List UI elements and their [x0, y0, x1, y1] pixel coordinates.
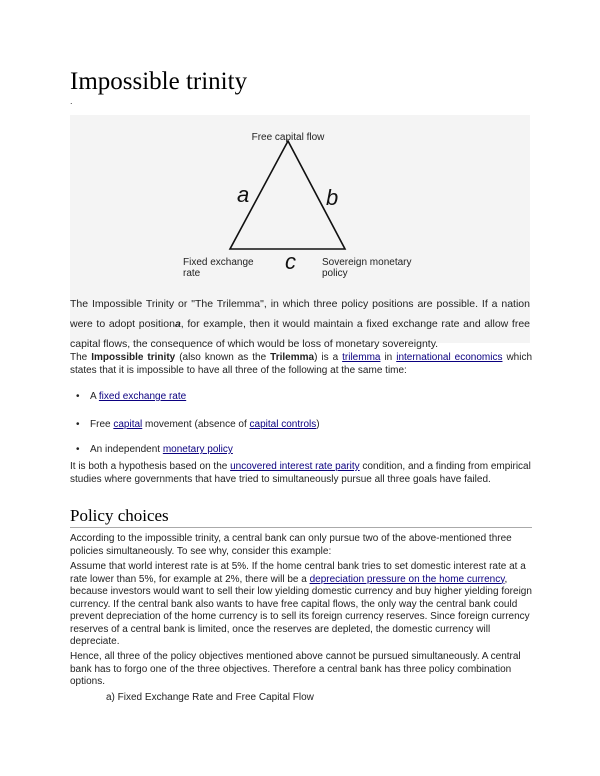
policy-paragraph-2: [70, 561, 532, 649]
link-capital[interactable]: capital: [113, 419, 143, 430]
label-sovereign-1: Sovereign monetary: [322, 257, 412, 268]
policy-paragraph-1: According to the impossible trinity, a central bank can only pursue two of the above-mentioned three policies simultaneously. To see why, consider this example:: [70, 533, 512, 557]
section-heading-policy-choices: Policy choices: [70, 506, 169, 525]
label-sovereign-2: policy: [322, 268, 348, 279]
bullet-1-text: A: [90, 391, 99, 402]
bullet-2-text-2: movement (absence of: [142, 419, 250, 430]
intro-text-2: (also known as the: [175, 352, 271, 363]
intro-text-4: in: [380, 352, 397, 363]
section-divider: [70, 527, 532, 528]
option-a-heading: a) Fixed Exchange Rate and Free Capital Flow: [106, 692, 314, 703]
caption-text-2: , for example, then it would maintain a fixed exchange rate and allow free capital flows, the consequence of which would be loss of monetary sovereignty.: [70, 318, 530, 350]
bullet-2-text-3: ): [316, 419, 320, 430]
caption-text-1: The Impossible Trinity or "The Trilemma", in which three policy positions are possible. If a nation were to adopt position: [70, 298, 530, 330]
bullet-capital-movement: [76, 419, 320, 430]
figure-caption: [70, 294, 530, 354]
intro-paragraph: [70, 352, 532, 377]
link-international-economics[interactable]: international economics: [396, 352, 503, 363]
intro-text-1: The: [70, 352, 92, 363]
page-title: Impossible trinity: [70, 68, 248, 95]
link-fixed-exchange-rate[interactable]: fixed exchange rate: [98, 391, 187, 402]
link-depreciation-pressure[interactable]: depreciation pressure on the home currency: [309, 573, 505, 585]
bullet-dot: •: [76, 391, 80, 402]
bullet-fixed-exchange: [76, 391, 186, 402]
link-capital-controls[interactable]: capital controls: [249, 419, 317, 430]
hypothesis-text-1: It is both a hypothesis based on the: [70, 461, 231, 472]
caption-bold: a: [174, 318, 181, 330]
label-fixed-exchange-2: rate: [183, 268, 201, 279]
letter-b: b: [326, 185, 339, 210]
intro-bold-2: Trilemma: [270, 352, 315, 363]
label-fixed-exchange-1: Fixed exchange: [183, 257, 254, 268]
bullet-monetary-policy: [76, 444, 233, 455]
bullet-dot: •: [76, 444, 80, 455]
letter-a: a: [237, 182, 250, 207]
link-trilemma[interactable]: trilemma: [342, 352, 381, 363]
hypothesis-paragraph: [70, 461, 532, 486]
policy-2-text-1: Assume that world interest rate is at 5%. If the home central bank tries to set domestic interest rate at a rate lower than 5%, for example at 2%, there will be a: [70, 561, 526, 585]
bullet-dot: •: [76, 419, 80, 430]
link-uncovered-interest-rate-parity[interactable]: uncovered interest rate parity: [230, 461, 360, 472]
intro-text-3: ) is a: [314, 352, 343, 363]
policy-2-text-2: , because investors would want to sell their low yielding domestic currency and buy higher yielding foreign currency. If the central bank also wants to have free capital flows, the only way the central bank could prevent depreciation of the home currency is to sell its foreign currency reserves. Since foreign currency reserves of a central bank is limited, once the reserves are depleted, the domestic currency will depreciate.: [70, 573, 532, 647]
policy-paragraph-3: Hence, all three of the policy objectives mentioned above cannot be pursued simultaneously. A central bank has to forgo one of the three objectives. Therefore a central bank has three policy combination options.: [70, 651, 521, 687]
bullet-3-text: An independent: [90, 444, 163, 455]
intro-bold-1: Impossible trinity: [91, 352, 176, 363]
letter-c: c: [285, 249, 296, 274]
intro-text-5: which states that it is impossible to have all three of the following at the same time:: [70, 352, 533, 376]
label-free-capital-flow: Free capital flow: [251, 132, 325, 143]
link-monetary-policy[interactable]: monetary policy: [162, 444, 233, 455]
bullet-2-text-1: Free: [90, 419, 114, 430]
hypothesis-text-2: condition, and a finding from empirical studies where governments that have tried to simultaneously pursue all three goals have failed.: [70, 461, 531, 485]
stray-dot: .: [70, 96, 73, 106]
